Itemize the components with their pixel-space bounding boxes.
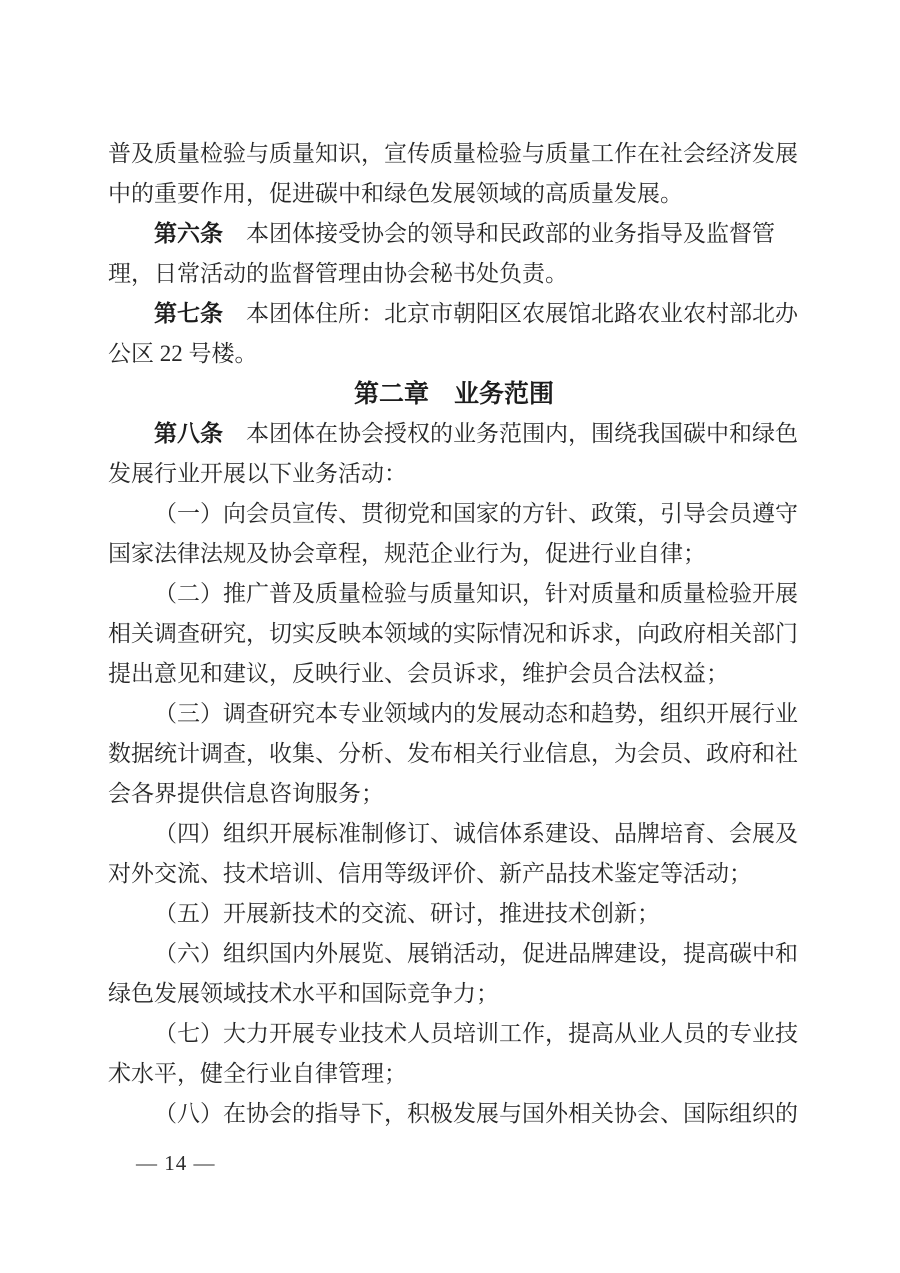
line-text: （八）在协会的指导下，积极发展与国外相关协会、国际组织的 (154, 1101, 798, 1126)
line-text: （六）组织国内外展览、展销活动，促进品牌建设，提高碳中和 (154, 941, 798, 966)
line-text: 中的重要作用，促进碳中和绿色发展领域的高质量发展。 (108, 181, 683, 206)
text-line (108, 814, 800, 854)
line-text: 会各界提供信息咨询服务； (108, 781, 384, 806)
text-line (108, 494, 800, 534)
line-text: 提出意见和建议，反映行业、会员诉求，维护会员合法权益； (108, 661, 729, 686)
line-text: 数据统计调查，收集、分析、发布相关行业信息，为会员、政府和社 (108, 741, 798, 766)
text-line (108, 574, 800, 614)
line-text: 发展行业开展以下业务活动： (108, 461, 407, 486)
article-number: 第八条 (154, 421, 223, 446)
text-line (108, 974, 800, 1014)
text-line (108, 534, 800, 574)
text-line (108, 1094, 800, 1134)
line-text: 本团体在协会授权的业务范围内，围绕我国碳中和绿色 (223, 421, 798, 446)
text-line (108, 174, 800, 214)
article-number: 第七条 (154, 301, 223, 326)
text-line (108, 854, 800, 894)
text-line (108, 334, 800, 374)
article-number: 第六条 (154, 221, 223, 246)
line-text: （五）开展新技术的交流、研讨，推进技术创新； (154, 901, 660, 926)
line-text: （三）调查研究本专业领域内的发展动态和趋势，组织开展行业 (154, 701, 798, 726)
text-line (108, 454, 800, 494)
text-line (108, 654, 800, 694)
page-number: — 14 — (136, 1151, 216, 1175)
line-text: （四）组织开展标准制修订、诚信体系建设、品牌培育、会展及 (154, 821, 798, 846)
text-line (108, 414, 800, 454)
text-line (108, 614, 800, 654)
text-line (108, 294, 800, 334)
text-line (108, 134, 800, 174)
line-text: 普及质量检验与质量知识，宣传质量检验与质量工作在社会经济发展 (108, 141, 798, 166)
line-text: 公区 22 号楼。 (108, 341, 258, 366)
text-line (108, 774, 800, 814)
text-line (108, 1014, 800, 1054)
line-text: 术水平，健全行业自律管理； (108, 1061, 407, 1086)
document-body (108, 134, 800, 1134)
chapter-heading (108, 374, 800, 414)
line-text: 绿色发展领域技术水平和国际竞争力； (108, 981, 499, 1006)
line-text: 相关调查研究，切实反映本领域的实际情况和诉求，向政府相关部门 (108, 621, 798, 646)
text-line (108, 734, 800, 774)
line-text: 本团体接受协会的领导和民政部的业务指导及监督管 (223, 221, 775, 246)
text-line (108, 254, 800, 294)
line-text: 对外交流、技术培训、信用等级评价、新产品技术鉴定等活动； (108, 861, 752, 886)
text-line (108, 694, 800, 734)
line-text: （七）大力开展专业技术人员培训工作，提高从业人员的专业技 (154, 1021, 798, 1046)
line-text: （二）推广普及质量检验与质量知识，针对质量和质量检验开展 (154, 581, 798, 606)
line-text: 理，日常活动的监督管理由协会秘书处负责。 (108, 261, 568, 286)
chapter-heading-text: 第二章 业务范围 (353, 380, 554, 408)
text-line (108, 934, 800, 974)
text-line (108, 894, 800, 934)
line-text: 本团体住所：北京市朝阳区农展馆北路农业农村部北办 (223, 301, 798, 326)
line-text: 国家法律法规及协会章程，规范企业行为，促进行业自律； (108, 541, 706, 566)
text-line (108, 214, 800, 254)
line-text: （一）向会员宣传、贯彻党和国家的方针、政策，引导会员遵守 (154, 501, 798, 526)
text-line (108, 1054, 800, 1094)
